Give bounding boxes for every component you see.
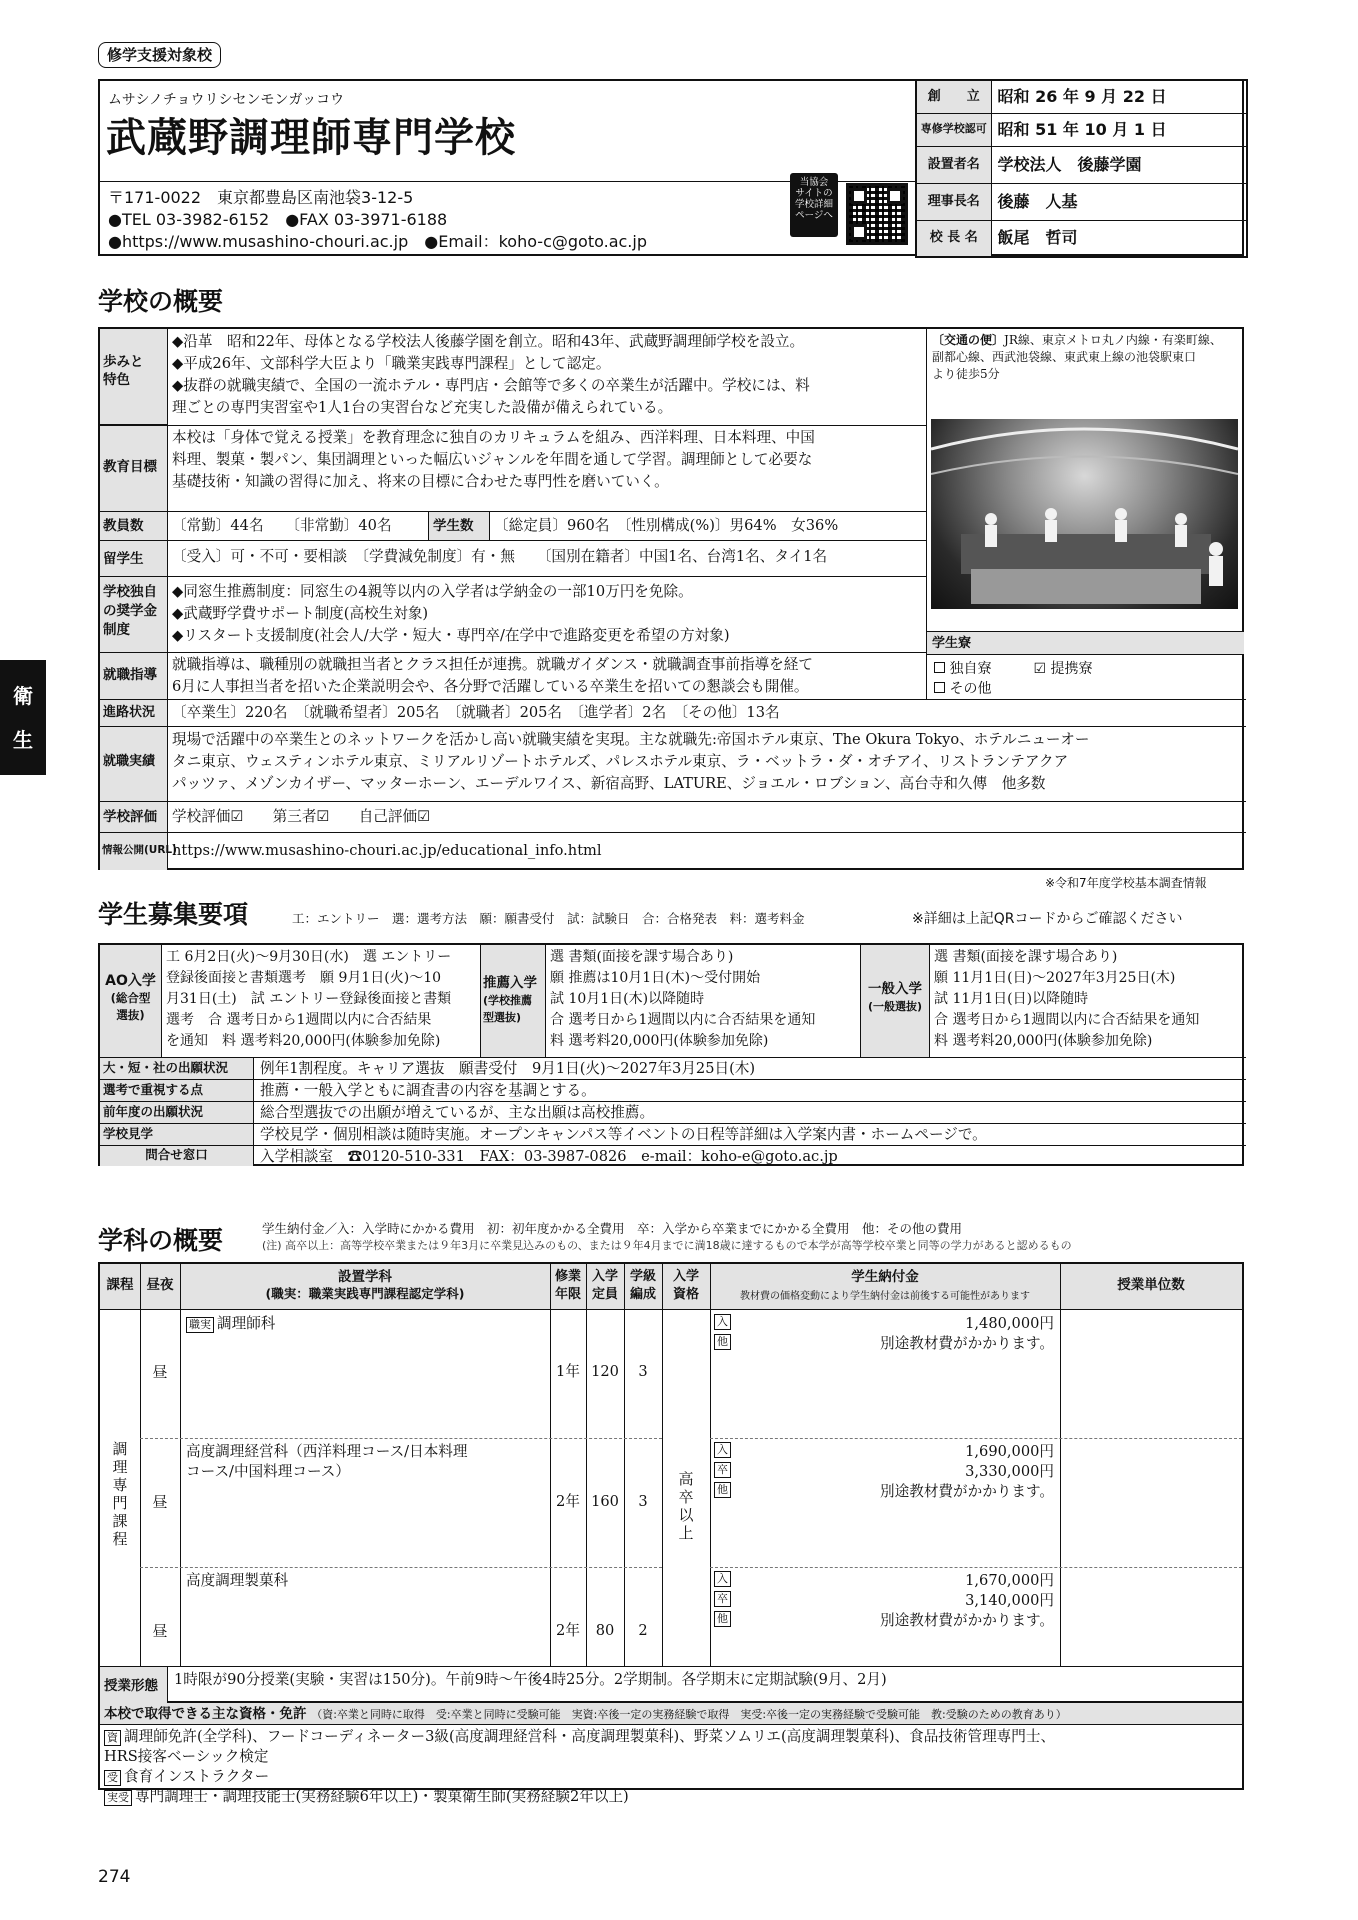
dorm-partner-checkbox[interactable]: ☑ xyxy=(1033,661,1047,677)
col-subject-sub: (職実：職業実践専門課程認定学科) xyxy=(180,1286,550,1303)
overview-box xyxy=(98,327,1244,870)
kitchen-photo xyxy=(931,419,1238,609)
overview-title: 学校の概要 xyxy=(98,287,224,316)
school-header xyxy=(98,79,1244,256)
goal-label: 教育目標 xyxy=(100,426,168,511)
dept-classes: 3 xyxy=(638,1363,648,1380)
dept-time: 昼 xyxy=(152,1363,168,1381)
col-years: 修業年限 xyxy=(550,1268,586,1304)
recruit-legend: 工：エントリー 選：選考方法 願：願書受付 試：試験日 合：合格発表 料：選考料金 xyxy=(292,911,805,926)
value-founded: 昭和 26 年 9 月 22 日 xyxy=(991,80,1247,113)
intl-text: 〔受入〕可・不可・要相談 〔学費減免制度〕有・無 〔国別在籍者〕中国1名、台湾1名、タイ1名 xyxy=(172,548,828,565)
prev-apply-text: 総合型選抜での出願が増えているが、主な出願は高校推薦。 xyxy=(260,1104,655,1121)
dept-years: 2年 xyxy=(556,1493,580,1510)
school-name: 武蔵野調理師専門学校 xyxy=(106,115,516,161)
dept-table xyxy=(98,1262,1244,1703)
contact-text[interactable]: 入学相談室 ☎0120-510-331 FAX：03-3987-0826 e-mail：koho-e@goto.ac.jp xyxy=(260,1148,838,1165)
access-text: 〔交通の便〕JR線、東京メトロ丸ノ内線・有楽町線、 副都心線、西武池袋線、東武東上線の池袋駅東口 より徒歩5分 xyxy=(932,333,1222,381)
dept-capacity: 80 xyxy=(595,1622,615,1639)
col-qual: 入学資格 xyxy=(662,1268,710,1304)
class-form-label: 授業形態 xyxy=(100,1667,168,1703)
jobsupport-label: 就職指導 xyxy=(100,653,168,699)
col-subject: 設置学科 xyxy=(180,1268,550,1286)
recruit-legend-note: ※詳細は上記QRコードからご確認ください xyxy=(912,911,1183,927)
dept-years: 2年 xyxy=(556,1622,580,1639)
dorm-other-label: その他 xyxy=(949,681,992,697)
fee-legend: 学生納付金／入：入学時にかかる費用 初：初年度かかる全費用 卒：入学から卒業までにかかる全費用 他：その他の費用 xyxy=(262,1221,963,1236)
features-label: 歩みと 特色 xyxy=(100,329,168,425)
other-apply-label: 大・短・社の出願状況 xyxy=(100,1058,254,1079)
label-founded: 創 立 xyxy=(916,80,991,113)
visit-text: 学校見学・個別相談は随時実施。オープンキャンパス等イベントの日程等詳細は入学案内書・ホームページで。 xyxy=(260,1126,987,1143)
value-chairman: 後藤 人基 xyxy=(991,183,1247,220)
other-apply-text: 例年1割程度。キャリア選抜 願書受付 9月1日(火)〜2027年3月25日(木) xyxy=(260,1060,756,1077)
dorm-options xyxy=(934,659,1092,699)
label-chairman: 理事長名 xyxy=(916,183,991,220)
gen-details: 選 書類(面接を課す場合あり) 願 11月1日(日)〜2027年3月25日(木) 試 11月1日(日)以降随時 合 選考日から1週間以内に合否結果を通知 料 選考料20,000円(体験参加免除) xyxy=(934,949,1200,1049)
intl-label: 留学生 xyxy=(100,541,168,576)
dept-name: 高度調理経営科（西洋料理コース/日本料理 コース/中国料理コース） xyxy=(186,1443,468,1480)
dept-row xyxy=(100,1567,1242,1666)
dept-time: 昼 xyxy=(152,1493,168,1511)
info-table xyxy=(915,79,1248,258)
page-number: 274 xyxy=(98,1867,131,1887)
scholarship-text: ◆同窓生推薦制度：同窓生の4親等以内の入学者は学納金の一部10万円を免除。 ◆武蔵野学費サポート制度(高校生対象) ◆リスタート支援制度(社会人/大学・短大・専門卒/在学中で進路変更を希望の方対象) xyxy=(172,583,730,644)
license-kind-badge: 受 xyxy=(104,1770,121,1786)
students-label: 学生数 xyxy=(428,512,490,540)
vocational-badge: 職実 xyxy=(186,1317,214,1333)
criteria-text: 推薦・一般入学ともに調査書の内容を基調とする。 xyxy=(260,1082,596,1099)
value-approved: 昭和 51 年 10 月 1 日 xyxy=(991,113,1247,146)
label-founder: 設置者名 xyxy=(916,146,991,183)
eval-text: 学校評価☑ 第三者☑ 自己評価☑ xyxy=(172,808,431,825)
career-text: 〔卒業生〕220名 〔就職希望者〕205名 〔就職者〕205名 〔進学者〕2名 〔その他〕13名 xyxy=(172,704,780,721)
dept-fees: 入 1,670,000円 卒 3,140,000円 他 別途教材費がかかります。 xyxy=(714,1571,1054,1631)
dept-name: 職実 調理師科 xyxy=(186,1314,275,1334)
dorm-own-checkbox[interactable] xyxy=(934,662,945,673)
dept-capacity: 120 xyxy=(591,1363,619,1380)
fee-note: (注) 高卒以上：高等学校卒業または９年3月に卒業見込みのもの、または９年4月までに満18歳に達するもので本学が高等学校卒業と同等の学力があると認めるもの xyxy=(262,1239,1072,1252)
eval-label: 学校評価 xyxy=(100,802,168,832)
ao-details: 工 6月2日(火)〜9月30日(水) 選 エントリー 登録後面接と書類選考 願 9月1日(火)〜10 月31日(土) 試 エントリー登録後面接と書類 選考 合 選考日から1週間以内に合否結果 を通知 料 選考料20,000円(体験参加免除) xyxy=(166,949,452,1049)
value-principal: 飯尾 哲司 xyxy=(991,220,1247,257)
jobsupport-text: 就職指導は、職種別の就職担当者とクラス担任が連携。就職ガイダンス・就職調査事前指導を経て 6月に人事担当者を招いた企業説明会や、各分野で活躍している卒業生を招いての懇談会も開催。 xyxy=(172,656,813,695)
support-tag: 修学支援対象校 xyxy=(98,42,221,68)
dept-classes: 3 xyxy=(638,1493,648,1510)
scholarship-label: 学校独自 の奨学金 制度 xyxy=(100,577,168,652)
recruit-box xyxy=(98,943,1244,1166)
value-founder: 学校法人 後藤学園 xyxy=(991,146,1247,183)
disclosure-url[interactable]: https://www.musashino-chouri.ac.jp/educational_info.html xyxy=(172,842,602,859)
col-capacity: 入学定員 xyxy=(586,1268,624,1304)
address: 〒171-0022 東京都豊島区南池袋3-12-5 xyxy=(108,188,414,207)
class-form-text: 1時限が90分授業(実験・実習は150分)。午前9時〜午後4時25分。2学期制。各学期末に定期試験(9月、2月) xyxy=(174,1671,887,1688)
prev-apply-label: 前年度の出願状況 xyxy=(100,1102,254,1123)
dept-years: 1年 xyxy=(556,1363,580,1380)
license-box xyxy=(98,1703,1244,1805)
school-name-kana: ムサシノチョウリシセンモンガッコウ xyxy=(108,92,345,108)
col-fees-sub: 教材費の価格変動により学生納付金は前後する可能性があります xyxy=(740,1291,1030,1302)
dept-classes: 2 xyxy=(638,1622,648,1639)
faculty-label: 教員数 xyxy=(100,512,168,540)
criteria-label: 選考で重視する点 xyxy=(100,1080,254,1101)
goal-text: 本校は「身体で覚える授業」を教育理念に独自のカリキュラムを組み、西洋料理、日本料理、中国 料理、製菓・製パン、集団調理といった幅広いジャンルを年間を通して学習。調理師として必要な 基礎技術・知識の習得に加え、将来の目標に合わせた専門性を磨いていく。 xyxy=(172,429,815,490)
visit-label: 学校見学 xyxy=(100,1124,254,1145)
features-text: ◆沿革 昭和22年、母体となる学校法人後藤学園を創立。昭和43年、武蔵野調理師学校を設立。 ◆平成26年、文部科学大臣より「職業実践専門課程」として認定。 ◆抜群の就職実績で、全国の一流ホテル・専門店・会館等で多くの卒業生が活躍中。学校には、料 理ごとの専門実習室や1人1台の実習台など充実した設備が備えられている。 xyxy=(172,333,810,416)
dorm-partner-label: 提携寮 xyxy=(1050,661,1093,677)
category-side-tab: 衛 生 xyxy=(0,660,46,775)
dept-name: 高度調理製菓科 xyxy=(186,1572,289,1589)
contact-label: 問合せ窓口 xyxy=(100,1146,254,1166)
students-text: 〔総定員〕960名 〔性別構成(%)〕男64% 女36% xyxy=(494,517,839,534)
license-kind-badge: 実受 xyxy=(104,1790,132,1806)
license-header: 本校で取得できる主な資格・免許 （資:卒業と同時に取得 受:卒業と同時に受験可能 実資:卒後一定の実務経験で取得 実受:卒後一定の実務経験で受験可能 教:受験のための教育あり） xyxy=(100,1703,1242,1725)
dept-fees: 入 1,480,000円 他 別途教材費がかかります。 xyxy=(714,1314,1054,1354)
rec-details: 選 書類(面接を課す場合あり) 願 推薦は10月1日(木)〜受付開始 試 10月1日(木)以降随時 合 選考日から1週間以内に合否結果を通知 料 選考料20,000円(体験参加免除) xyxy=(550,949,816,1049)
license-list: 資 調理師免許(全学科)、フードコーディネーター3級(高度調理経営科・高度調理製菓科)、野菜ソムリエ(高度調理製菓科)、食品技術管理専門士、 HRS接客ベーシック検定 受 食育インストラクター 実受 専門調理士・調理技能士(実務経験6年以上)・製菓衛生師(実務経験2年以上) xyxy=(104,1728,1056,1805)
disclosure-label: 情報公開(URL) xyxy=(100,833,168,870)
gen-label: 一般入学 (一般選抜) xyxy=(860,945,930,1057)
web-email[interactable]: ●https://www.musashino-chouri.ac.jp ●Email：koho-c@goto.ac.jp xyxy=(108,232,647,251)
phone-fax: ●TEL 03-3982-6152 ●FAX 03-3971-6188 xyxy=(108,210,448,229)
col-fees: 学生納付金 xyxy=(710,1268,1060,1286)
col-units: 授業単位数 xyxy=(1060,1276,1242,1294)
dept-row xyxy=(100,1438,1242,1567)
dept-title: 学科の概要 xyxy=(98,1226,224,1255)
label-approved: 専修学校認可 xyxy=(916,113,991,146)
record-label: 就職実績 xyxy=(100,727,168,801)
dorm-label: 学生寮 xyxy=(927,631,1244,655)
entry-qualification: 高卒以上 xyxy=(678,1470,694,1542)
dept-capacity: 160 xyxy=(591,1493,619,1510)
col-classes: 学級編成 xyxy=(624,1268,662,1304)
faculty-text: 〔常勤〕44名 〔非常勤〕40名 xyxy=(172,517,392,534)
recruit-title: 学生募集要項 xyxy=(98,900,249,929)
ao-label: AO入学 (総合型 選抜) xyxy=(100,945,162,1057)
qr-code[interactable] xyxy=(846,183,908,245)
survey-note: ※令和7年度学校基本調査情報 xyxy=(1045,876,1207,890)
dept-row xyxy=(100,1310,1242,1438)
label-principal: 校 長 名 xyxy=(916,220,991,257)
dorm-own-label: 独自寮 xyxy=(949,661,992,677)
dorm-other-checkbox[interactable] xyxy=(934,682,945,693)
col-time: 昼夜 xyxy=(140,1276,180,1294)
career-label: 進路状況 xyxy=(100,700,168,726)
course-name: 調理専門課程 xyxy=(112,1440,128,1548)
rec-label: 推薦入学 (学校推薦 型選抜) xyxy=(480,945,546,1057)
col-course: 課程 xyxy=(100,1276,140,1294)
dept-time: 昼 xyxy=(152,1622,168,1640)
dept-fees: 入 1,690,000円 卒 3,330,000円 他 別途教材費がかかります。 xyxy=(714,1442,1054,1502)
license-kind-badge: 資 xyxy=(104,1730,121,1746)
record-text: 現場で活躍中の卒業生とのネットワークを活かし高い就職実績を実現。主な就職先:帝国ホテル東京、The Okura Tokyo、ホテルニューオー タニ東京、ウェスティンホテル東京、ミリアルリゾートホテルズ、パレスホテル東京、ラ・ベットラ・ダ・オチアイ、リストランテアクア パッツァ、メゾンカイザー、マッターホーン、エーデルワイス、新宿高野、LATURE、ジョエル・ロブション、高台寺和久傳 他多数 xyxy=(172,731,1090,792)
kitchen-photo-art xyxy=(931,419,1238,609)
qr-callout: 当協会 サイトの 学校詳細 ページへ xyxy=(790,173,838,237)
